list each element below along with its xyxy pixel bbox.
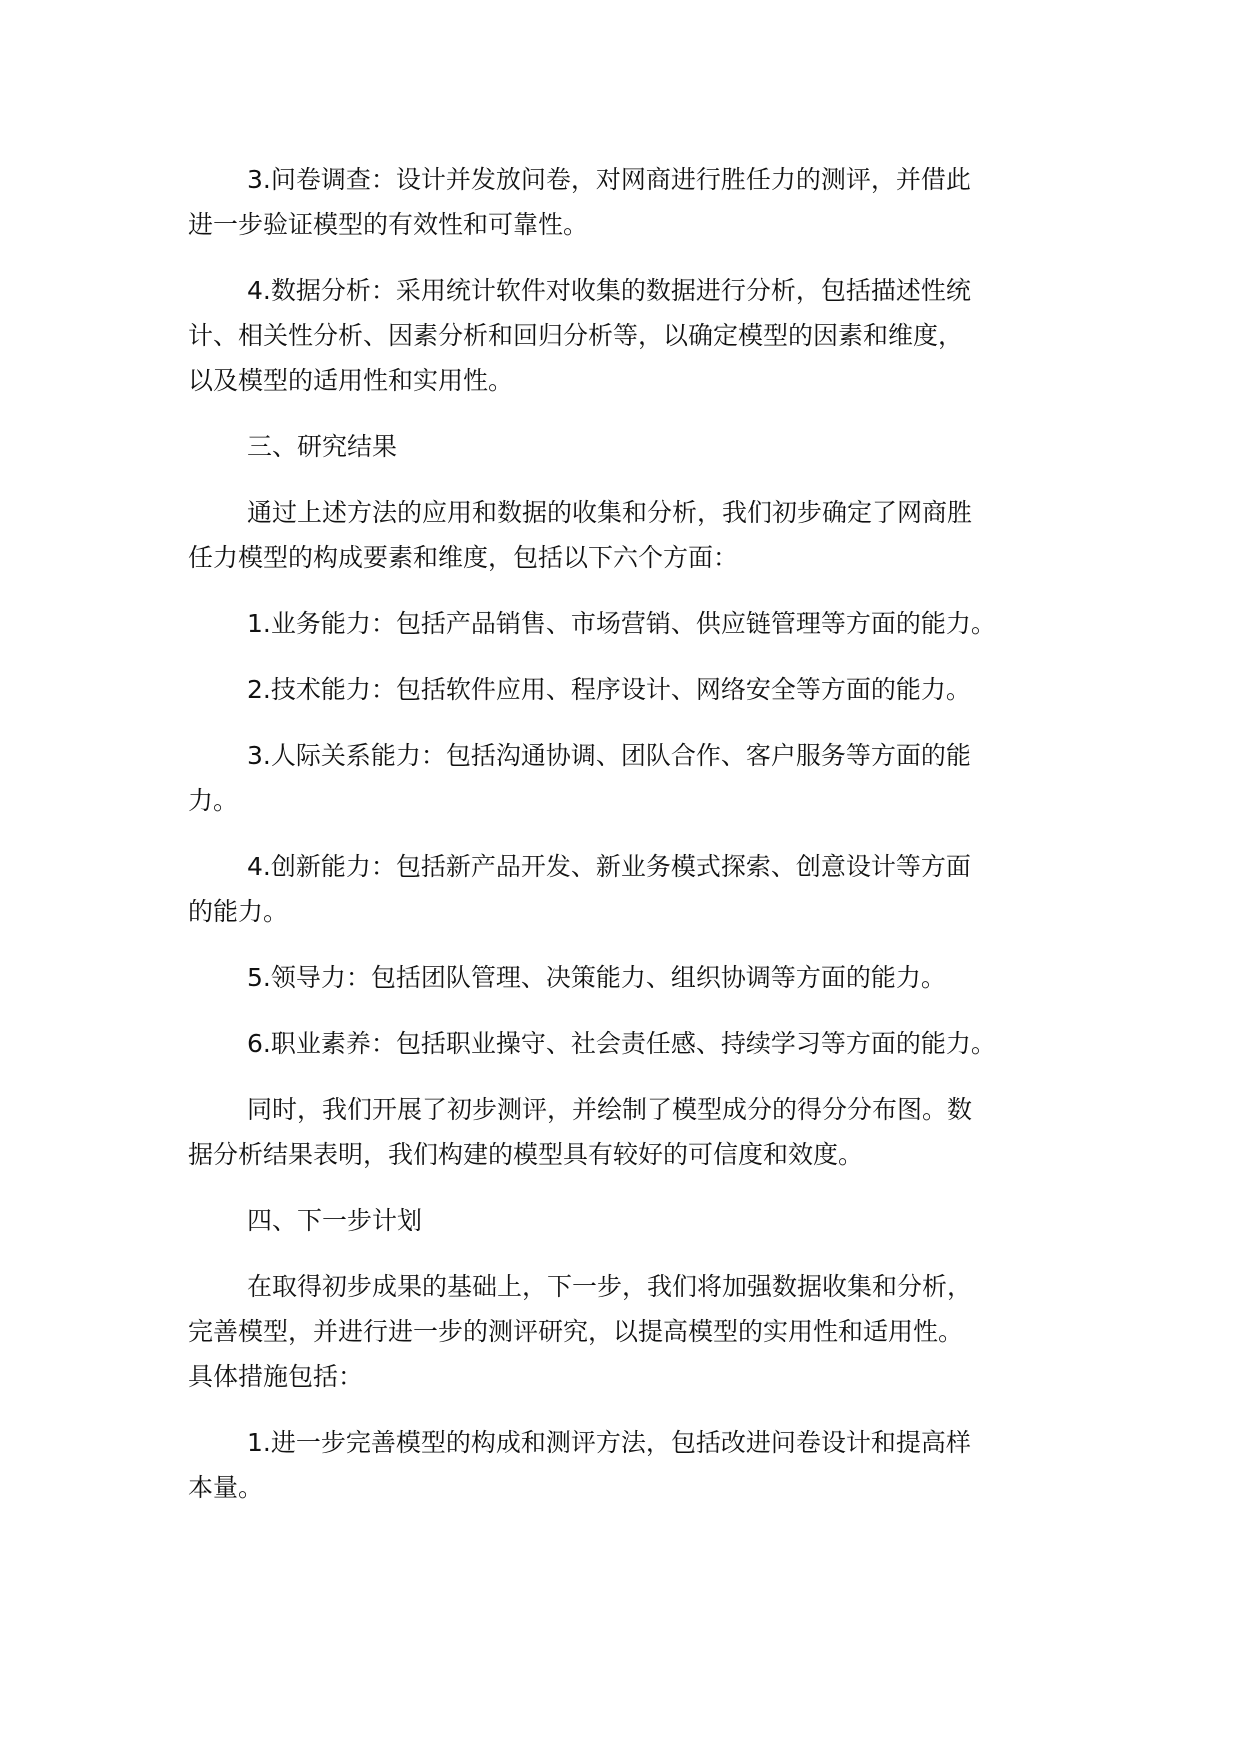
text-line: 通过上述方法的应用和数据的收集和分析，我们初步确定了网商胜 xyxy=(247,498,973,527)
text-line: 据分析结果表明，我们构建的模型具有较好的可信度和效度。 xyxy=(188,1140,864,1169)
paragraph xyxy=(188,1264,1078,1399)
paragraph xyxy=(188,733,1078,823)
paragraph xyxy=(188,1087,1078,1177)
section-heading xyxy=(188,1198,1078,1243)
paragraph xyxy=(188,268,1078,403)
text-line: 3.人际关系能力：包括沟通协调、团队合作、客户服务等方面的能 xyxy=(247,741,971,770)
text-line: 进一步验证模型的有效性和可靠性。 xyxy=(188,210,589,239)
text-line: 计、相关性分析、因素分析和回归分析等，以确定模型的因素和维度， xyxy=(188,321,964,350)
paragraph xyxy=(188,157,1078,247)
section-heading xyxy=(188,424,1078,469)
text-line: 6.职业素养：包括职业操守、社会责任感、持续学习等方面的能力。 xyxy=(247,1029,996,1058)
text-line: 以及模型的适用性和实用性。 xyxy=(188,366,514,395)
text-line: 1.业务能力：包括产品销售、市场营销、供应链管理等方面的能力。 xyxy=(247,609,996,638)
text-line: 同时，我们开展了初步测评，并绘制了模型成分的得分分布图。数 xyxy=(247,1095,973,1124)
text-line: 3.问卷调查：设计并发放问卷，对网商进行胜任力的测评，并借此 xyxy=(247,165,971,194)
paragraph xyxy=(188,844,1078,934)
text-line: 2.技术能力：包括软件应用、程序设计、网络安全等方面的能力。 xyxy=(247,675,971,704)
text-line: 4.创新能力：包括新产品开发、新业务模式探索、创意设计等方面 xyxy=(247,852,971,881)
text-line: 四、下一步计划 xyxy=(247,1206,423,1235)
paragraph xyxy=(188,1021,1078,1066)
paragraph xyxy=(188,601,1078,646)
text-line: 具体措施包括： xyxy=(188,1362,364,1391)
text-line: 力。 xyxy=(188,786,239,815)
text-line: 完善模型，并进行进一步的测评研究，以提高模型的实用性和适用性。 xyxy=(188,1317,964,1346)
text-line: 的能力。 xyxy=(188,897,289,926)
text-line: 任力模型的构成要素和维度，包括以下六个方面： xyxy=(188,543,739,572)
text-line: 1.进一步完善模型的构成和测评方法，包括改进问卷设计和提高样 xyxy=(247,1428,971,1457)
text-line: 本量。 xyxy=(188,1473,264,1502)
paragraph xyxy=(188,667,1078,712)
paragraph xyxy=(188,955,1078,1000)
text-line: 在取得初步成果的基础上，下一步，我们将加强数据收集和分析， xyxy=(247,1272,973,1301)
text-line: 5.领导力：包括团队管理、决策能力、组织协调等方面的能力。 xyxy=(247,963,946,992)
text-line: 三、研究结果 xyxy=(247,432,398,461)
text-line: 4.数据分析：采用统计软件对收集的数据进行分析，包括描述性统 xyxy=(247,276,971,305)
paragraph xyxy=(188,490,1078,580)
paragraph xyxy=(188,1420,1078,1510)
document-body xyxy=(188,157,1078,1531)
